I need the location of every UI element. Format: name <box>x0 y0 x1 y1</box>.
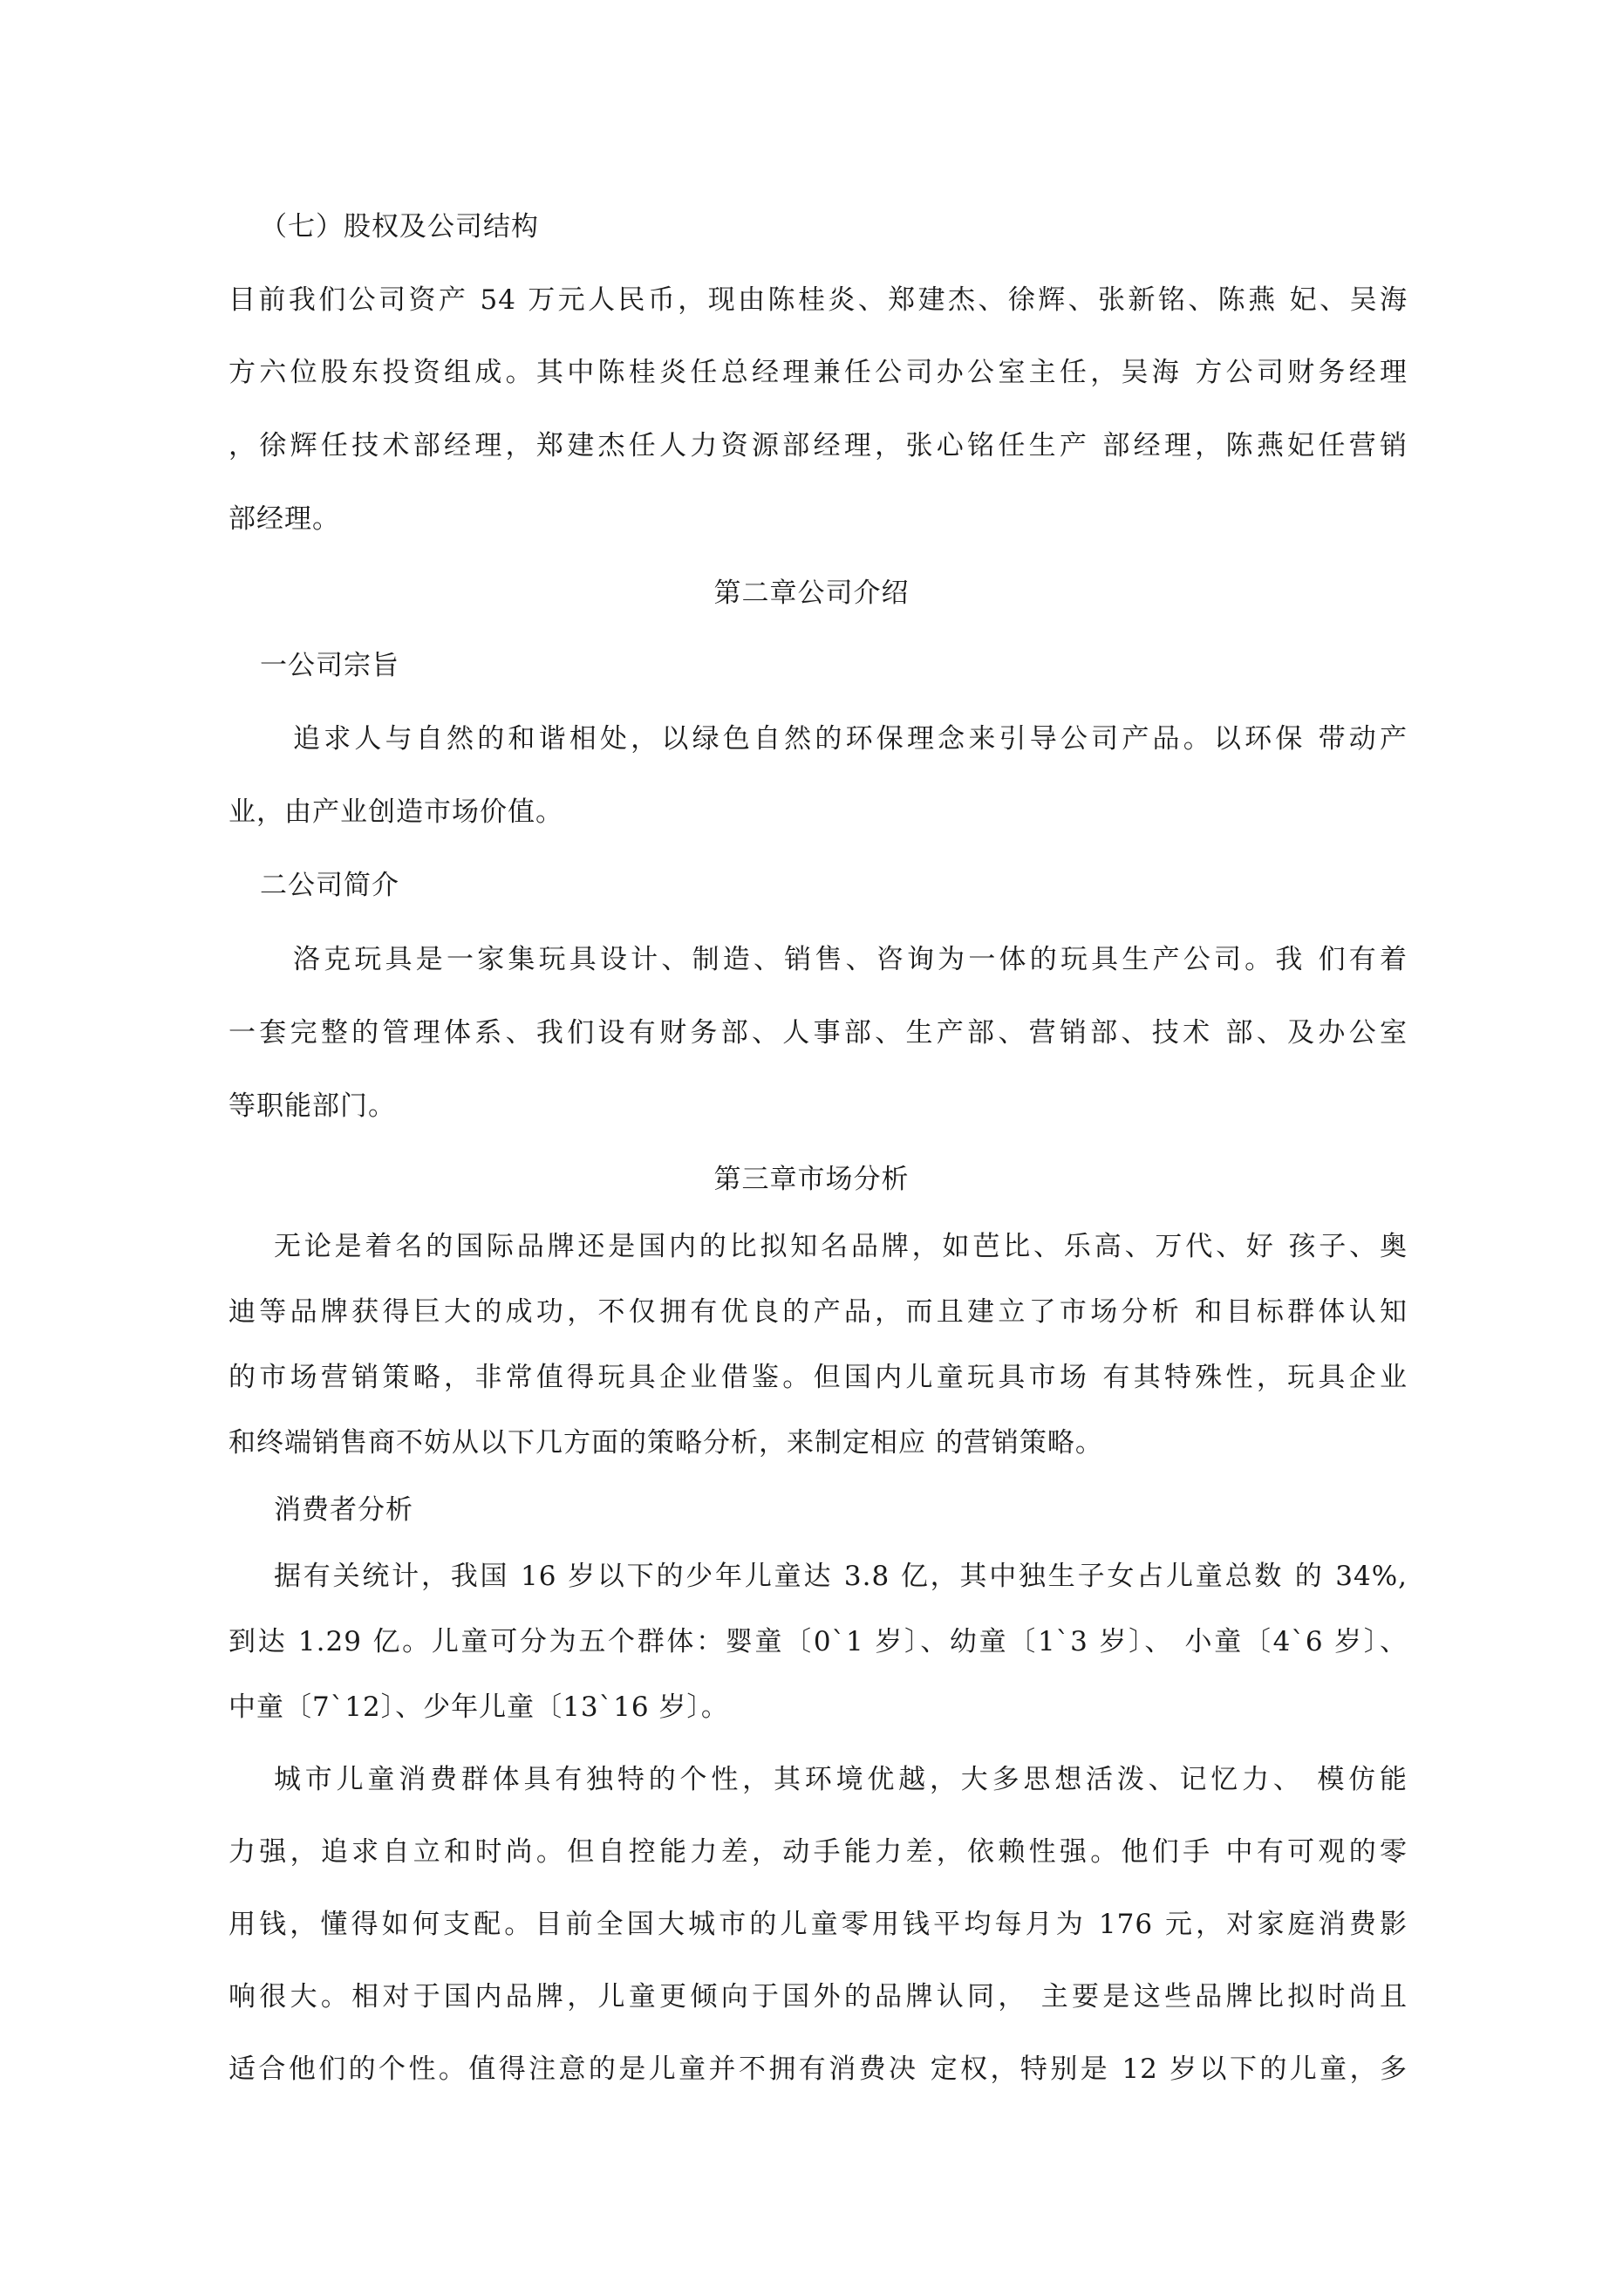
section-heading-consumer-analysis: 消费者分析 <box>274 1494 413 1526</box>
paragraph-line: 的市场营销策略，非常值得玩具企业借鉴。但国内儿童玩具市场 有其特殊性，玩具企业 <box>228 1362 1408 1393</box>
paragraph-line: 无论是着名的国际品牌还是国内的比拟知名品牌，如芭比、乐高、万代、好 孩子、奥 <box>274 1231 1408 1262</box>
paragraph-line: 洛克玩具是一家集玩具设计、制造、销售、咨询为一体的玩具生产公司。我 们有着 <box>293 944 1408 975</box>
section-heading-equity: （七）股权及公司结构 <box>260 211 539 243</box>
paragraph-line: 城市儿童消费群体具有独特的个性，其环境优越，大多思想活泼、记忆力、 模仿能 <box>274 1764 1408 1795</box>
chapter-title-company-intro: 第二章公司介绍 <box>713 577 910 609</box>
paragraph-line: 等职能部门。 <box>228 1090 396 1122</box>
paragraph-line: ，徐辉任技术部经理，郑建杰任人力资源部经理，张心铭任生产 部经理，陈燕妃任营销 <box>228 430 1408 461</box>
paragraph-line: 到达 1.29 亿。儿童可分为五个群体：婴童〔0`1 岁〕、幼童〔1`3 岁〕、 小童〔4`6 岁〕、 <box>228 1626 1408 1657</box>
paragraph-line: 响很大。相对于国内品牌，儿童更倾向于国外的品牌认同， 主要是这些品牌比拟时尚且 <box>228 1981 1408 2012</box>
chapter-title-market-analysis: 第三章市场分析 <box>713 1164 910 1195</box>
paragraph-line: 目前我们公司资产 54 万元人民币，现由陈桂炎、郑建杰、徐辉、张新铭、陈燕 妃、吴海 <box>228 284 1408 316</box>
paragraph-line: 方六位股东投资组成。其中陈桂炎任总经理兼任公司办公室主任，吴海 方公司财务经理 <box>228 357 1408 388</box>
paragraph-line: 和终端销售商不妨从以下几方面的策略分析，来制定相应 的营销策略。 <box>228 1427 1103 1459</box>
section-heading-purpose: 一公司宗旨 <box>260 650 399 681</box>
paragraph-line: 据有关统计，我国 16 岁以下的少年儿童达 3.8 亿，其中独生子女占儿童总数 的 34%, <box>274 1561 1408 1592</box>
paragraph-line: 用钱，懂得如何支配。目前全国大城市的儿童零用钱平均每月为 176 元，对家庭消费影 <box>228 1909 1408 1940</box>
paragraph-line: 适合他们的个性。值得注意的是儿童并不拥有消费决 定权，特别是 12 岁以下的儿童，多 <box>228 2053 1408 2085</box>
paragraph-line: 中童〔7`12〕、少年儿童〔13`16 岁〕。 <box>228 1691 729 1723</box>
paragraph-line: 迪等品牌获得巨大的成功，不仅拥有优良的产品，而且建立了市场分析 和目标群体认知 <box>228 1296 1408 1328</box>
paragraph-line: 部经理。 <box>228 503 340 535</box>
paragraph-line: 业，由产业创造市场价值。 <box>228 796 563 828</box>
paragraph-line: 一套完整的管理体系、我们设有财务部、人事部、生产部、营销部、技术 部、及办公室 <box>228 1017 1408 1049</box>
paragraph-line: 力强，追求自立和时尚。但自控能力差，动手能力差，依赖性强。他们手 中有可观的零 <box>228 1836 1408 1868</box>
section-heading-profile: 二公司简介 <box>260 870 399 901</box>
paragraph-line: 追求人与自然的和谐相处，以绿色自然的环保理念来引导公司产品。以环保 带动产 <box>293 723 1408 755</box>
